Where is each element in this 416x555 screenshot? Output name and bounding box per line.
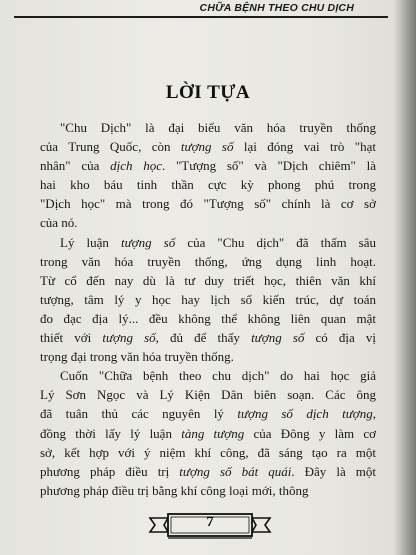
text-line: đã tuân thủ các nguyên lý tượng số dịch tượng, [40, 406, 376, 422]
text-line: đồng thời lấy lý luận tàng tượng của Đông y làm cơ [40, 425, 376, 441]
running-header: CHỮA BỆNH THEO CHU DỊCH [199, 2, 354, 14]
text-line: trong văn hóa truyền thống, ứng dụng linh hoạt. [40, 253, 376, 269]
text-line: của Trung Quốc, còn tượng số lại đóng vai trò "hạt [40, 139, 376, 155]
text-line: nhân" của dịch học. "Tượng số" và "Dịch chiêm" là [40, 158, 376, 174]
paragraph-1 [40, 118, 376, 233]
text-line: của nó. [40, 215, 78, 231]
page-number-badge [146, 510, 274, 540]
text-line: Từ cổ đến nay dù là tư duy triết học, thiên văn khí [40, 272, 376, 288]
paragraph-2 [40, 233, 376, 367]
text-line: Cuốn "Chữa bệnh theo chu dịch" do hai học giả [60, 368, 376, 384]
page-number: 7 [206, 514, 214, 530]
text-line: phương pháp điều trị bằng khí công loại mới, thông [40, 482, 309, 498]
text-line: hai kho báu tinh thần cực kỳ phong phú trong [40, 177, 376, 193]
body-text [40, 118, 376, 500]
text-line: Lý Sơn Ngọc và Lý Kiện Dân biên soạn. Các ông [40, 387, 376, 403]
header-rule [14, 16, 388, 18]
chapter-title: LỜI TỰA [165, 82, 251, 103]
text-line: "Chu Dịch" là đại biểu văn hóa truyền thống [60, 120, 376, 135]
text-line: thiết với tượng số, đủ để thấy tượng số có địa vị [40, 330, 377, 346]
text-line: sở, kết hợp với ý niệm khí công, đã sáng tạo ra một [40, 444, 376, 460]
text-line: Lý luận tượng số của "Chu dịch" đã thấm sâu [60, 234, 376, 250]
page-edge-shadow [394, 0, 416, 555]
text-line: trọng đại trong văn hóa truyền thống. [40, 349, 234, 365]
text-line: phương pháp điều trị tượng số bát quái. Đây là một [40, 463, 376, 479]
text-line: tượng, tâm lý y học hay lịch số kiến trúc, dự toán [40, 291, 376, 307]
paragraph-3 [40, 366, 376, 500]
text-line: "Dịch học" mà trong đó "Tượng số" chính là cơ sở [40, 196, 376, 212]
text-line: đo đạc địa lý... đều không thể không liên quan mật [40, 310, 376, 326]
